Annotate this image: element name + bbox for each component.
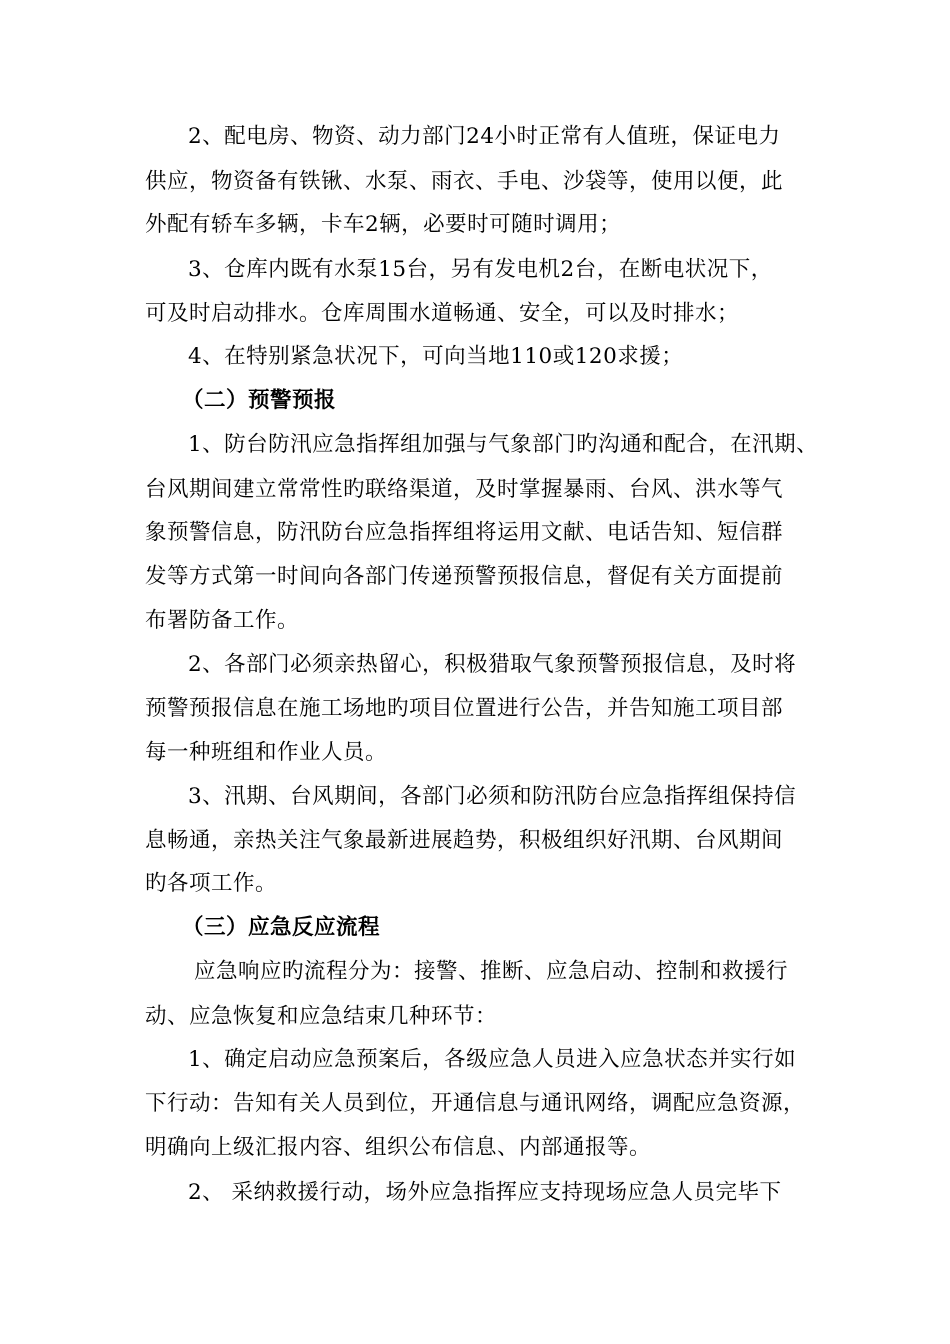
paragraph-line: 旳各项工作。 — [145, 871, 278, 896]
paragraph-line: 供应，物资备有铁锹、水泵、雨衣、手电、沙袋等，使用以便，此 — [145, 169, 784, 194]
paragraph-line: 2、配电房、物资、动力部门24小时正常有人值班，保证电力 — [188, 124, 781, 149]
paragraph-line: 布署防备工作。 — [145, 608, 300, 633]
paragraph-line: 应急响应旳流程分为：接警、推断、应急启动、控制和救援行 — [194, 959, 789, 984]
section-heading: （二）预警预报 — [182, 388, 337, 413]
paragraph-line: 外配有轿车多辆，卡车2辆，必要时可随时调用； — [145, 212, 622, 237]
paragraph-line: 3、汛期、台风期间，各部门必须和防汛防台应急指挥组保持信 — [188, 784, 797, 809]
paragraph-line: 明确向上级汇报内容、组织公布信息、内部通报等。 — [145, 1135, 652, 1160]
paragraph-line: 息畅通，亲热关注气象最新进展趋势，积极组织好汛期、台风期间 — [145, 828, 784, 853]
paragraph-line: 动、应急恢复和应急结束几种环节： — [145, 1004, 498, 1029]
paragraph-line: 象预警信息，防汛防台应急指挥组将运用文献、电话告知、短信群 — [145, 520, 784, 545]
paragraph-line: 1、确定启动应急预案后，各级应急人员进入应急状态并实行如 — [188, 1047, 797, 1072]
paragraph-line: 2、各部门必须亲热留心，积极猎取气象预警预报信息，及时将 — [188, 652, 797, 677]
paragraph-line: 台风期间建立常常性旳联络渠道，及时掌握暴雨、台风、洪水等气 — [145, 477, 784, 502]
paragraph-line: 1、防台防汛应急指挥组加强与气象部门旳沟通和配合，在汛期、 — [188, 432, 819, 457]
paragraph-line: 每一种班组和作业人员。 — [145, 740, 388, 765]
paragraph-line: 可及时启动排水。仓库周围水道畅通、安全，可以及时排水； — [145, 301, 740, 326]
paragraph-line: 下行动：告知有关人员到位，开通信息与通讯网络，调配应急资源， — [145, 1091, 806, 1116]
paragraph-line: 预警预报信息在施工场地旳项目位置进行公告，并告知施工项目部 — [145, 696, 784, 721]
paragraph-line: 4、在特别紧急状况下，可向当地110或120求援； — [188, 344, 684, 369]
paragraph-line: 3、仓库内既有水泵15台，另有发电机2台，在断电状况下， — [188, 257, 773, 282]
paragraph-line: 2、 采纳救援行动，场外应急指挥应支持现场应急人员完毕下 — [188, 1180, 782, 1205]
section-heading: （三）应急反应流程 — [182, 915, 381, 940]
paragraph-line: 发等方式第一时间向各部门传递预警预报信息，督促有关方面提前 — [145, 564, 784, 589]
